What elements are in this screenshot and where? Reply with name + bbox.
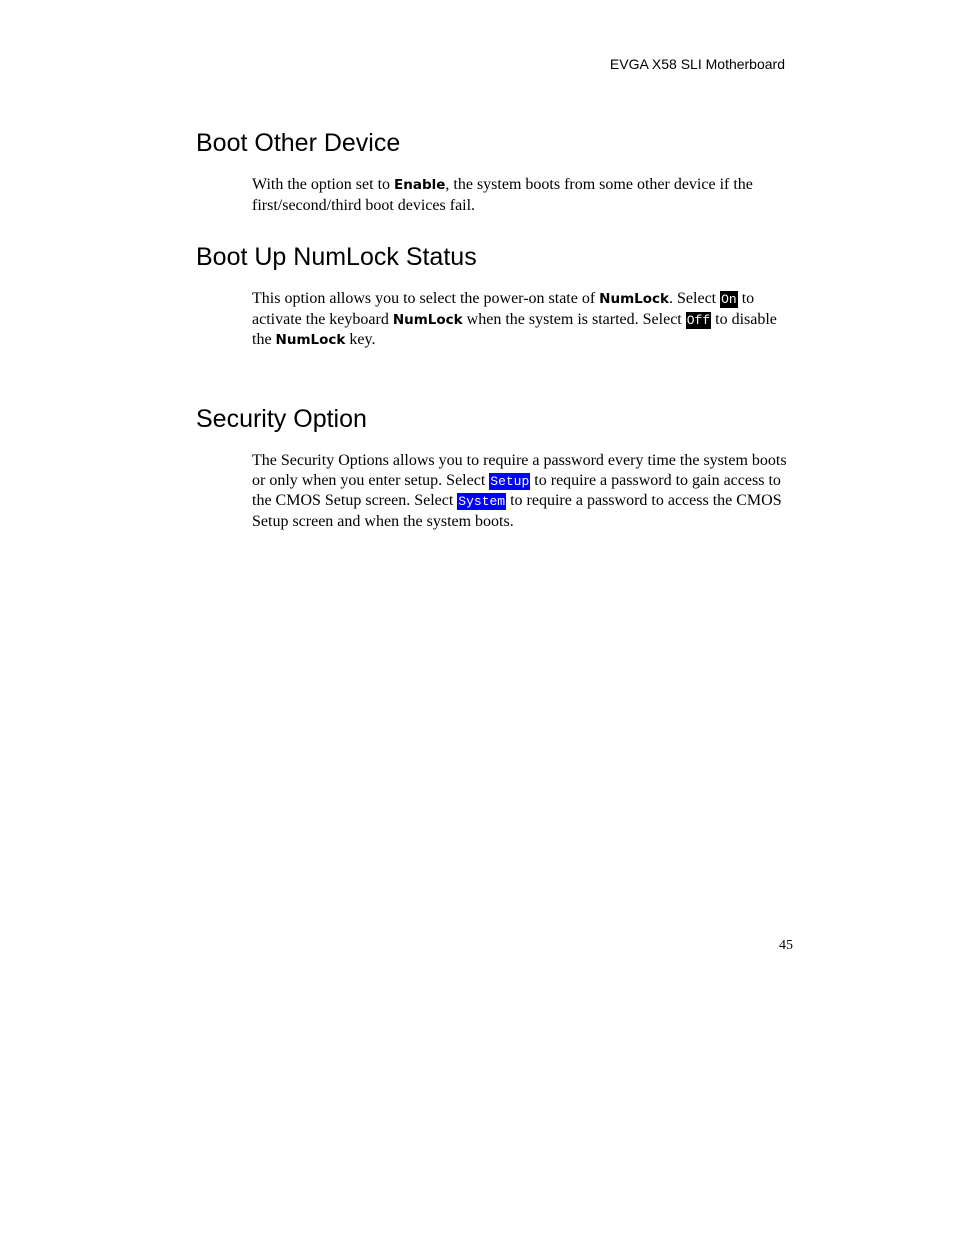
option-on-badge: On bbox=[721, 292, 737, 307]
section-title-security-option: Security Option bbox=[196, 405, 367, 433]
text-run: With the option set to bbox=[252, 176, 395, 193]
text-run: when the system is started. Select bbox=[462, 310, 686, 328]
option-off-badge: Off bbox=[686, 312, 711, 328]
text-run: . Select bbox=[669, 290, 721, 307]
option-system-badge: System bbox=[458, 494, 506, 509]
text-run: This option allows you to select the power-on state of bbox=[252, 290, 600, 307]
text-run: to disable the bbox=[252, 310, 777, 348]
text-run: The Security Options allows you to require a password every time the system boots or only when you enter setup. Select bbox=[252, 452, 787, 489]
section-title-boot-other-device: Boot Other Device bbox=[196, 129, 401, 157]
keyword-enable: Enable bbox=[394, 177, 446, 193]
text-run: key. bbox=[345, 331, 376, 348]
page-number: 45 bbox=[779, 938, 793, 953]
text-run: to activate the keyboard bbox=[252, 290, 755, 328]
paragraph-security-option bbox=[252, 451, 797, 531]
keyword-numlock: NumLock bbox=[275, 332, 346, 348]
section-title-boot-numlock-status: Boot Up NumLock Status bbox=[196, 243, 477, 271]
paragraph-boot-other-device bbox=[252, 175, 797, 215]
running-header: EVGA X58 SLI Motherboard bbox=[609, 56, 785, 72]
text-run: to require a password to access the CMOS Setup screen and when the system boots. bbox=[252, 492, 782, 530]
keyword-numlock: NumLock bbox=[392, 311, 463, 328]
option-setup-badge: Setup bbox=[490, 473, 530, 489]
text-run: to require a password to gain access to the CMOS Setup screen. Select bbox=[252, 471, 781, 509]
text-run: , the system boots from some other device if the first/second/third boot devices fail. bbox=[252, 176, 753, 214]
keyword-numlock: NumLock bbox=[599, 291, 670, 307]
paragraph-boot-numlock-status bbox=[252, 289, 797, 351]
